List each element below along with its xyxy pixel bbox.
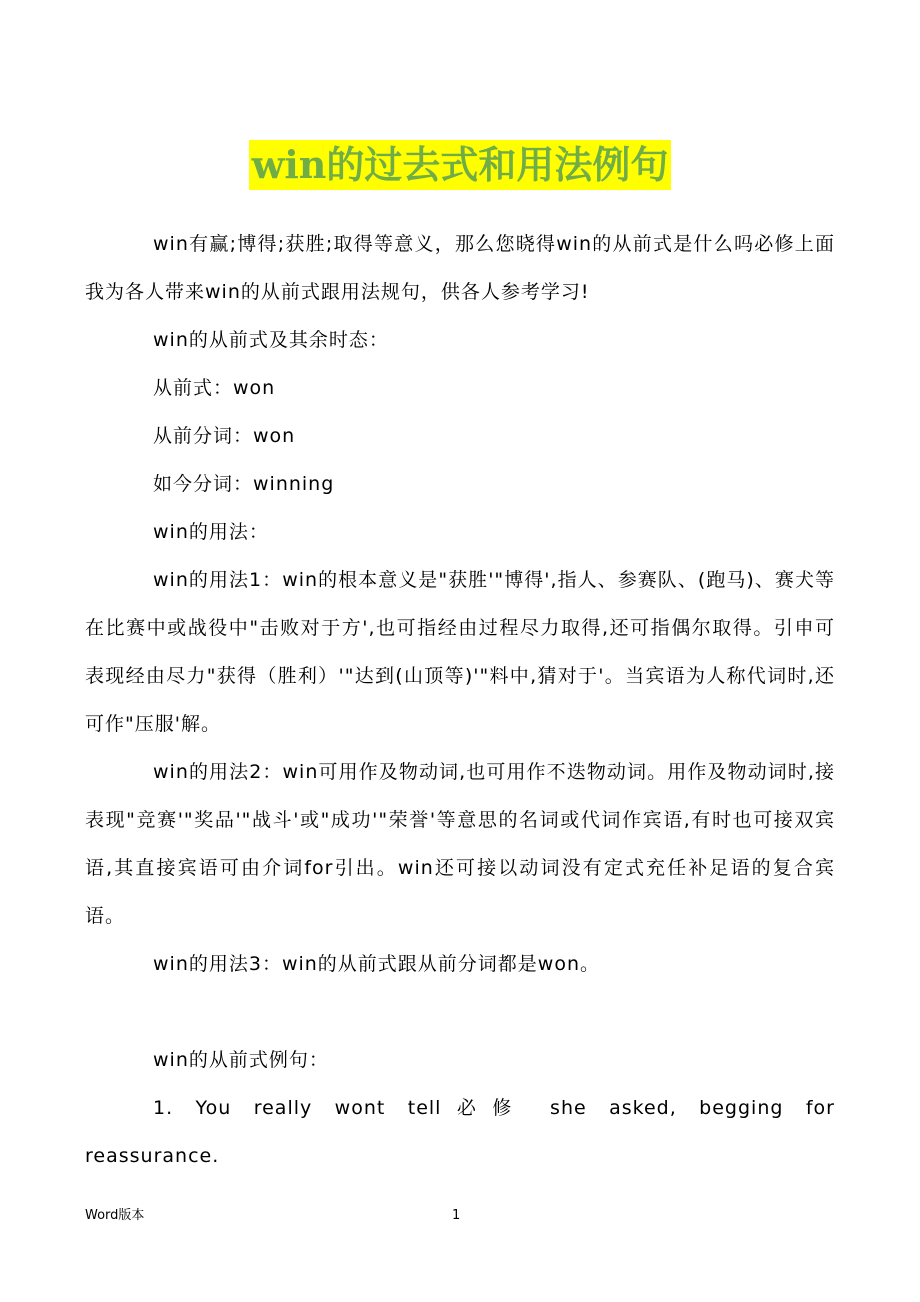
past-tense-line: 从前式：won <box>153 377 276 399</box>
blank-line <box>85 988 835 1036</box>
example-1-line-2: reassurance. <box>85 1145 220 1167</box>
tenses-heading: win的从前式及其余时态： <box>153 329 389 351</box>
footer-label: Word版本 <box>85 1208 145 1223</box>
past-participle-line: 从前分词：won <box>153 425 296 447</box>
title-container <box>0 140 920 190</box>
example-1-line-1: 1. You really wont tell必修 she asked, begging for <box>153 1097 835 1119</box>
document-body <box>85 220 835 1180</box>
present-participle-line: 如今分词：winning <box>153 473 335 495</box>
usage-heading: win的用法： <box>153 521 269 543</box>
document-title: win的过去式和用法例句 <box>249 140 672 190</box>
usage-3-paragraph: win的用法3：win的从前式跟从前分词都是won。 <box>153 953 601 975</box>
examples-heading: win的从前式例句： <box>153 1049 329 1071</box>
footer-page-number: 1 <box>452 1208 461 1223</box>
usage-1-paragraph: win的用法1：win的根本意义是"获胜'"博得',指人、参赛队、(跑马)、赛犬等在比赛中或战役中"击败对于方',也可指经由过程尽力取得,还可指偶尔取得。引申可表现经由尽力"获得（胜利）'"达到(山顶等)'"料中,猜对于'。当宾语为人称代词时,还可作"压服'解。 <box>85 569 835 735</box>
usage-2-paragraph: win的用法2：win可用作及物动词,也可用作不迭物动词。用作及物动词时,接表现"竞赛'"奖品'"战斗'或"成功'"荣誉'等意思的名词或代词作宾语,有时也可接双宾语,其直接宾语可由介词for引出。win还可接以动词没有定式充任补足语的复合宾语。 <box>85 761 835 927</box>
intro-paragraph: win有赢;博得;获胜;取得等意义，那么您晓得win的从前式是什么吗必修上面我为各人带来win的从前式跟用法规句，供各人参考学习! <box>85 233 835 303</box>
